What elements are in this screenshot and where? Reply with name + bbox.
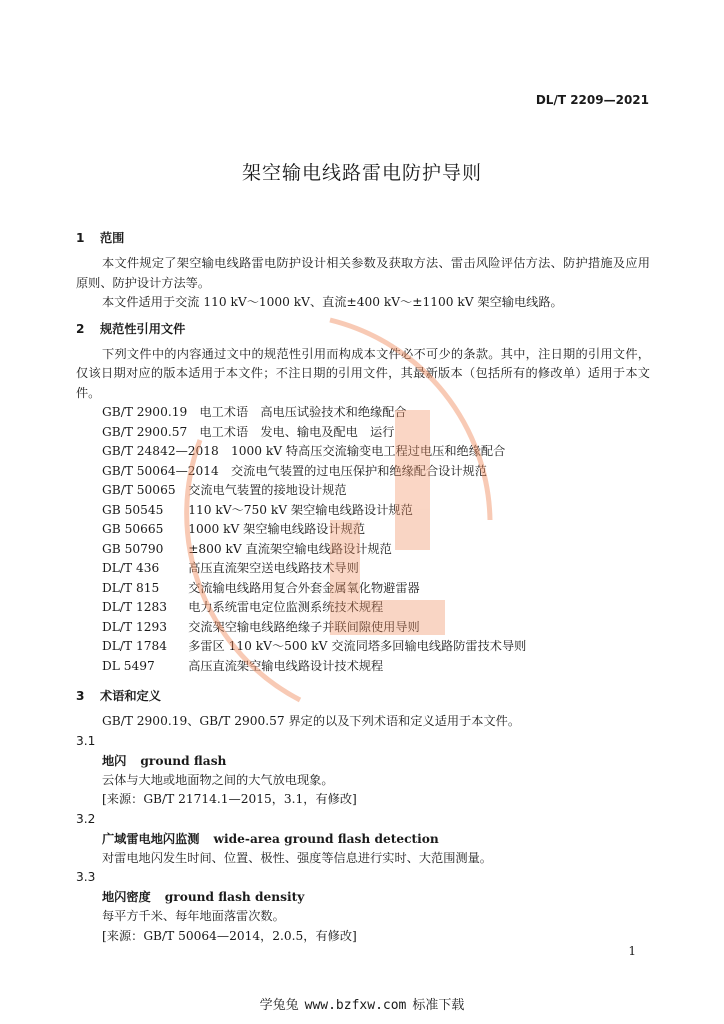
- reference-item: [76, 579, 650, 599]
- footer: [0, 994, 724, 1013]
- reference-title: 高压直流架空输电线路设计技术规程: [188, 658, 384, 673]
- term-name-en: ground flash: [140, 753, 227, 768]
- reference-code: DL 5497: [102, 658, 155, 673]
- term-number: 3.1: [76, 733, 96, 748]
- term-name: [102, 751, 650, 771]
- section-title: 范围: [100, 231, 125, 245]
- reference-item: [76, 403, 650, 423]
- reference-title: ±800 kV 直流架空输电线路设计规范: [188, 541, 392, 556]
- term-name-en: wide-area ground flash detection: [213, 831, 439, 846]
- reference-title: 电工术语 高电压试验技术和绝缘配合: [199, 405, 407, 419]
- reference-item: [76, 540, 650, 560]
- document-body: [76, 228, 650, 946]
- reference-title: 多雷区 110 kV～500 kV 交流同塔多回输电线路防雷技术导则: [188, 639, 527, 653]
- reference-title: 交流电气装置的过电压保护和绝缘配合设计规范: [230, 463, 487, 478]
- section-heading: [76, 686, 650, 706]
- reference-title: 交流架空输电线路绝缘子并联间隙使用导则: [188, 619, 420, 634]
- reference-code: GB/T 2900.57: [102, 424, 188, 439]
- reference-title: 电力系统雷电定位监测系统技术规程: [188, 600, 384, 614]
- paragraph: 本文件规定了架空输电线路雷电防护设计相关参数及获取方法、雷击风险评估方法、防护措施及应用原则、防护设计方法等。: [76, 256, 650, 290]
- reference-title: 交流电气装置的接地设计规范: [188, 483, 347, 497]
- reference-title: 1000 kV 特高压交流输变电工程过电压和绝缘配合: [230, 444, 506, 458]
- reference-code: GB/T 24842—2018: [102, 444, 219, 458]
- paragraph: 下列文件中的内容通过文中的规范性引用而构成本文件必不可少的条款。其中，注日期的引用文件，仅该日期对应的版本适用于本文件；不注日期的引用文件，其最新版本（包括所有的修改单）适用于本文件。: [76, 346, 650, 400]
- term-name-zh: 广域雷电地闪监测: [102, 831, 200, 846]
- reference-item: [76, 462, 650, 482]
- term-source: [来源：GB/T 50064—2014，2.0.5，有修改]: [102, 928, 357, 943]
- reference-item: [76, 520, 650, 540]
- reference-item: [76, 618, 650, 638]
- reference-code: GB/T 50064—2014: [102, 463, 219, 478]
- reference-title: 高压直流架空送电线路技术导则: [188, 561, 359, 575]
- document-title: 架空输电线路雷电防护导则: [241, 162, 482, 184]
- document-code: DL/T 2209—2021: [535, 93, 649, 107]
- reference-title: 110 kV～750 kV 架空输电线路设计规范: [188, 502, 413, 517]
- reference-item: [76, 501, 650, 521]
- term-definition: 对雷电地闪发生时间、位置、极性、强度等信息进行实时、大范围测量。: [102, 850, 492, 865]
- section-title: 规范性引用文件: [100, 321, 186, 336]
- footer-label: 标准下载: [412, 998, 465, 1013]
- reference-item: [76, 657, 650, 677]
- term-number: 3.2: [76, 811, 96, 826]
- term-name-zh: 地闪密度: [102, 890, 151, 904]
- reference-code: GB/T 2900.19: [102, 405, 188, 419]
- reference-code: DL/T 1293: [102, 619, 167, 634]
- reference-code: GB 50790: [102, 541, 164, 556]
- reference-item: [76, 598, 650, 618]
- reference-item: [76, 637, 650, 657]
- term-name-en: ground flash density: [164, 890, 305, 904]
- term-name: [102, 887, 650, 907]
- footer-brand: 学兔兔: [259, 998, 299, 1013]
- term-name: [102, 829, 650, 849]
- section-number: 3: [76, 689, 85, 703]
- term-name-zh: 地闪: [102, 753, 127, 768]
- reference-item: [76, 423, 650, 443]
- reference-item: [76, 559, 650, 579]
- reference-code: DL/T 815: [102, 580, 160, 595]
- term-number: 3.3: [76, 870, 96, 884]
- reference-code: DL/T 1283: [102, 600, 167, 614]
- section-number: 1: [76, 231, 85, 245]
- reference-list: [76, 403, 650, 676]
- reference-title: 交流输电线路用复合外套金属氧化物避雷器: [188, 580, 420, 595]
- paragraph: GB/T 2900.19、GB/T 2900.57 界定的以及下列术语和定义适用于本文件。: [102, 714, 521, 728]
- reference-code: GB 50545: [102, 502, 164, 517]
- section-heading: [76, 319, 650, 339]
- reference-code: GB 50665: [102, 522, 164, 536]
- section-number: 2: [76, 321, 85, 336]
- reference-code: DL/T 1784: [102, 639, 167, 653]
- section-title: 术语和定义: [100, 689, 161, 703]
- term-definition: 云体与大地或地面物之间的大气放电现象。: [102, 772, 334, 787]
- term-source: [来源：GB/T 21714.1—2015，3.1，有修改]: [102, 792, 357, 806]
- term-definition: 每平方千米、每年地面落雷次数。: [102, 909, 285, 923]
- reference-code: DL/T 436: [102, 561, 160, 575]
- term-list: [76, 732, 650, 947]
- section-heading: [76, 228, 650, 248]
- footer-site-link[interactable]: www.bzfxw.com: [304, 998, 407, 1013]
- paragraph: 本文件适用于交流 110 kV～1000 kV、直流±400 kV～±1100 kV 架空输电线路。: [102, 295, 563, 309]
- reference-code: GB/T 50065: [102, 483, 176, 497]
- page-number: 1: [628, 944, 636, 958]
- reference-item: [76, 442, 650, 462]
- reference-title: 1000 kV 架空输电线路设计规范: [188, 522, 366, 536]
- reference-item: [76, 481, 650, 501]
- reference-title: 电工术语 发电、输电及配电 运行: [199, 424, 395, 439]
